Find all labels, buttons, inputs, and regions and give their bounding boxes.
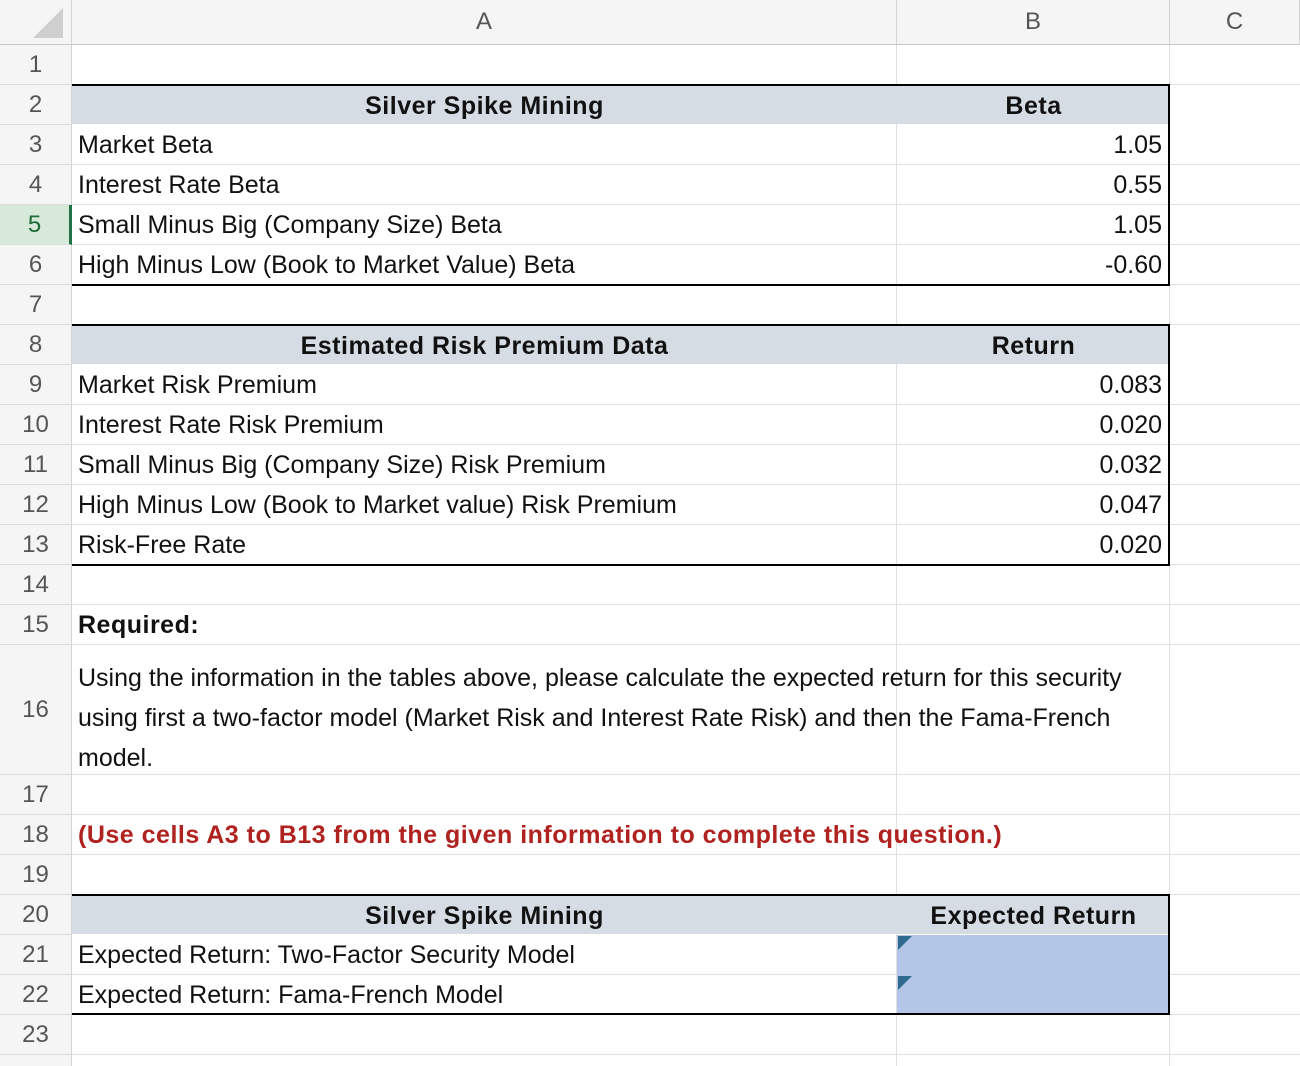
row-header-15[interactable]: 15	[0, 605, 72, 645]
cell-b22-input[interactable]	[897, 975, 1162, 1015]
row-header-16[interactable]: 16	[0, 645, 72, 775]
row-header-13[interactable]: 13	[0, 525, 72, 565]
table1-right-border	[1168, 84, 1170, 286]
row-header-partial	[0, 1055, 72, 1066]
cell-a5[interactable]: Small Minus Big (Company Size) Beta	[78, 210, 502, 239]
table2-header-return[interactable]: Return	[991, 331, 1076, 360]
cell-b12[interactable]: 0.047	[1099, 490, 1162, 519]
row-header-1[interactable]: 1	[0, 45, 72, 85]
row-header-12[interactable]: 12	[0, 485, 72, 525]
row-23	[72, 1015, 1300, 1055]
column-header-c[interactable]: C	[1170, 0, 1300, 45]
table1-header-title[interactable]: Silver Spike Mining	[365, 91, 604, 120]
row-header-5[interactable]: 5	[0, 205, 72, 245]
table3-right-border	[1168, 894, 1170, 1015]
row-header-9[interactable]: 9	[0, 365, 72, 405]
cell-b21-input[interactable]	[897, 935, 1162, 975]
row-7	[72, 285, 1300, 325]
table2-header-title[interactable]: Estimated Risk Premium Data	[300, 331, 669, 360]
table1-header-beta[interactable]: Beta	[1005, 91, 1062, 120]
row-header-11[interactable]: 11	[0, 445, 72, 485]
row-header-10[interactable]: 10	[0, 405, 72, 445]
cell-b13[interactable]: 0.020	[1099, 530, 1162, 559]
row-header-20[interactable]: 20	[0, 895, 72, 935]
question-text[interactable]: Using the information in the tables above, please calculate the expected return for this security using first a two-factor model (Market Risk and Interest Rate Risk) and then the Fama-French model.	[78, 664, 1122, 772]
cell-a13[interactable]: Risk-Free Rate	[78, 530, 247, 559]
cell-a9[interactable]: Market Risk Premium	[78, 370, 317, 399]
cell-a12[interactable]: High Minus Low (Book to Market value) Risk Premium	[78, 490, 677, 519]
row-header-22[interactable]: 22	[0, 975, 72, 1015]
row-15	[72, 605, 1300, 645]
row-header-19[interactable]: 19	[0, 855, 72, 895]
row-header-4[interactable]: 4	[0, 165, 72, 205]
cell-b10[interactable]: 0.020	[1099, 410, 1162, 439]
cell-b9[interactable]: 0.083	[1099, 370, 1162, 399]
table2-right-border	[1168, 324, 1170, 566]
cell-b3[interactable]: 1.05	[1113, 130, 1162, 159]
row-header-14[interactable]: 14	[0, 565, 72, 605]
cell-b6[interactable]: -0.60	[1105, 250, 1162, 279]
column-header-b[interactable]: B	[897, 0, 1170, 45]
cell-a4[interactable]: Interest Rate Beta	[78, 170, 280, 199]
row-header-2[interactable]: 2	[0, 85, 72, 125]
cell-a21[interactable]: Expected Return: Two-Factor Security Model	[78, 940, 575, 969]
table3-header-title[interactable]: Silver Spike Mining	[365, 901, 604, 930]
cell-b5[interactable]: 1.05	[1113, 210, 1162, 239]
row-header-17[interactable]: 17	[0, 775, 72, 815]
cell-b11[interactable]: 0.032	[1099, 450, 1162, 479]
row-19	[72, 855, 1300, 895]
instruction-text[interactable]: (Use cells A3 to B13 from the given information to complete this question.)	[78, 820, 1003, 849]
row-header-8[interactable]: 8	[0, 325, 72, 365]
select-all-triangle-icon	[33, 8, 63, 38]
column-header-a[interactable]: A	[72, 0, 897, 45]
required-label[interactable]: Required:	[78, 610, 200, 639]
row-header-3[interactable]: 3	[0, 125, 72, 165]
cell-b4[interactable]: 0.55	[1113, 170, 1162, 199]
table2-bottom-border	[72, 564, 1170, 566]
cell-a22[interactable]: Expected Return: Fama-French Model	[78, 980, 504, 1009]
row-header-21[interactable]: 21	[0, 935, 72, 975]
select-all-corner[interactable]	[0, 0, 72, 45]
cell-a10[interactable]: Interest Rate Risk Premium	[78, 410, 384, 439]
table1-bottom-border	[72, 284, 1170, 286]
row-1	[72, 45, 1300, 85]
table3-bottom-border	[72, 1013, 1170, 1015]
row-header-18[interactable]: 18	[0, 815, 72, 855]
cell-a3[interactable]: Market Beta	[78, 130, 213, 159]
row-header-7[interactable]: 7	[0, 285, 72, 325]
row-14	[72, 565, 1300, 605]
row-header-6[interactable]: 6	[0, 245, 72, 285]
table3-header-expected-return[interactable]: Expected Return	[930, 901, 1137, 930]
row-header-23[interactable]: 23	[0, 1015, 72, 1055]
cell-a11[interactable]: Small Minus Big (Company Size) Risk Premium	[78, 450, 606, 479]
row-17	[72, 775, 1300, 815]
cell-a6[interactable]: High Minus Low (Book to Market Value) Beta	[78, 250, 575, 279]
